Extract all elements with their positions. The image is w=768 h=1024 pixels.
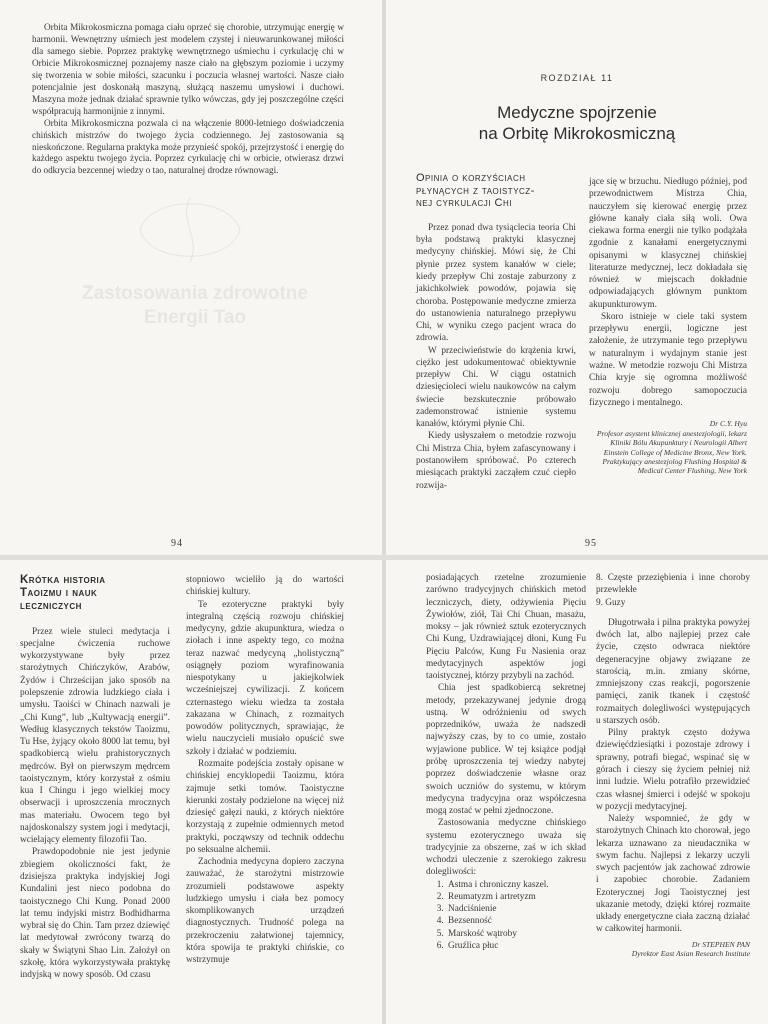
paragraph: stopniowo wcieliło ją do wartości chińskiej kultury. xyxy=(186,575,344,598)
orbit-symbol-icon xyxy=(120,190,260,270)
chapter-title xyxy=(386,102,768,145)
paragraph: Chia jest spadkobiercą sekretnej metody, przekazywanej jedynie drogą ustną. W odróżnieniu od swych poprzedników, uważa że nadszedł najwyższy czas, by to co umie, zostało wyjawione publice. W tej książce podjął próbę uproszczenia tej wiedzy nabytej poprzez doświadczenie własne oraz swoich uczniów do systemu, w którym medycyna tradycyjna oraz współczesna mogą zostać w pełni zjednoczone. xyxy=(426,683,586,817)
list-item: 3. Nadciśnienie xyxy=(446,903,586,915)
page-96-column-1 xyxy=(20,574,170,981)
paragraph: Pilny praktyk często dożywa dziewięćdziesiątki i pozostaje zdrowy i sprawny, potrafi biegać, wspinać się w górach i cieszy się życiem pełniej niż inni ludzie. Wielu potrafiło przewidzieć czas własnej śmierci i odejść w spokoju w pozycji medytacyjnej. xyxy=(596,728,750,812)
bleed-through-title xyxy=(50,282,340,330)
paragraph: Orbita Mikrokosmiczna pomaga ciału oprzeć się chorobie, utrzymując energię w harmonii. Wewnętrzny uśmiech jest modelem czystej i nieuwarunkowanej miłości dla samego siebie. Poprzez praktykę wewnętrznego uśmiechu i cyrkulację chi w Orbicie Mikrokosmicznej poznajemy nasze ciało na głębszym poziomie i uczymy się tworzenia w sobie miłości, szacunku i poczucia własnej wartości. Nasze ciało potencjalnie jest doskonałą maszyną, służącą naszemu umysłowi i duchowi. Maszyna może jednak działać sprawnie tylko wówczas, gdy jej poszczególne części współpracują harmonijnie z innymi. xyxy=(32,22,344,116)
page-94-text xyxy=(32,22,344,177)
paragraph: Zachodnia medycyna dopiero zaczyna zauważać, że starożytni mistrzowie zrozumieli podstawowe aspekty ludzkiego umysłu i ciała bez pomocy skomplikowanych urządzeń diagnostycznych. Trudność polega na przekroczeniu załatwionej tajemnicy, która spowija te praktyki chińskie, co wstrzymuje xyxy=(186,857,344,966)
list-item: 4. Bezsenność xyxy=(446,915,586,927)
list-item: 1. Astma i chroniczny kaszel. xyxy=(446,879,586,891)
list-item: 2. Reumatyzm i artretyzm xyxy=(446,891,586,903)
paragraph: posiadających rzetelne zrozumienie zarówno tradycyjnych chińskich metod leczniczych, diety, odżywienia Pięciu Żywiołów, ziół, Tai Chi Chuan, masażu, moksy – jak również sztuk ezoterycznych Chi Kung, Uzdrawiającej dłoni, Kung Fu Pięciu Palców, Kung Fu Nasienia oraz medytacyjnych aspektów jogi taoistycznej, którzy przybyli na zachód. xyxy=(426,573,586,682)
paragraph: jące się w brzuchu. Niedługo później, pod przewodnictwem Mistrza Chia, nauczyłem się kierować energię przez główne kanały ciała siłą woli. Owa ciekawa forma energii nie tylko podążała zgodnie z kanałami energetycznymi opisanymi w klasycznej chińskiej literaturze medycznej, lecz dokładała się również w miejscach dokładnie odpowiadających głównym punktom akupunkturowym. xyxy=(589,177,747,310)
page-97-column-2 xyxy=(596,572,750,959)
bleed-through-line: Energii Tao xyxy=(143,306,247,328)
paragraph: W przeciwieństwie do krążenia krwi, ciężko jest udokumentować obiektywnie przepływ Chi. W ciągu ostatnich dziesięcioleci wielu naukowców na całym świecie bezskutecznie próbowało zademonstrować istnienie systemu kanałów, którymi płynie Chi. xyxy=(416,345,576,430)
list-item: 5. Marskość wątroby xyxy=(446,928,586,940)
signature xyxy=(589,419,747,476)
page-number: 94 xyxy=(171,538,183,549)
title-line: Medyczne spojrzenie xyxy=(497,103,657,122)
section-heading xyxy=(20,574,170,614)
page-97 xyxy=(386,560,768,1024)
signature-name: Dr STEPHEN PAN xyxy=(691,939,750,949)
paragraph: Rozmaite podejścia zostały opisane w chińskiej encyklopedii Taoizmu, która zajmuje setki tomów. Taoistyczne kierunki zostały podzielone na więcej niż dziesięć gałęzi nauki, z których niektóre korzystają z zupełnie odmiennych metod praktyki, począwszy od technik oddechu po seksualne alchemii. xyxy=(186,758,344,855)
page-95 xyxy=(386,0,768,555)
paragraph: Skoro istnieje w ciele taki system przepływu energii, logiczne jest założenie, że utrzymanie tego przepływu w naturalnym i wydajnym stanie jest ważne. W metodzie rozwoju Chi Mistrza Chia kryje się ogromna możliwość rozwoju dobrego samopoczucia fizycznego i mentalnego. xyxy=(589,311,747,408)
bleed-through-line: Zastosowania zdrowotne xyxy=(82,283,308,304)
list-item: 9. Guzy xyxy=(596,597,626,608)
paragraph: Przez ponad dwa tysiąclecia teoria Chi była podstawą praktyki klasycznej medycyny chińskiej. Mówi się, że Chi płynie przez system kanałów w ciele; kiedy przepływ Chi zostaje zaburzony z jakichkolwiek powodów, pojawia się choroba. Postępowanie medyczne zmierza do ustanowienia naturalnego przepływu Chi, w wyniku czego pacjent wraca do zdrowia. xyxy=(416,222,576,344)
subheading-line: płynących z taoistycz- xyxy=(416,184,535,197)
paragraph: Kiedy usłyszałem o metodzie rozwoju Chi Mistrza Chia, byłem zafascynowany i postanowiłem spróbować. Po czterech miesiącach praktyki zacząłem czuć ciepło rozwija- xyxy=(416,431,576,491)
page-96 xyxy=(0,560,382,1024)
page-94 xyxy=(0,0,382,555)
signature-title: Dyrektor East Asian Research Institute xyxy=(631,949,750,959)
subheading-line: nej cyrkulacji Chi xyxy=(416,197,512,210)
title-line: na Orbitę Mikrokosmiczną xyxy=(478,124,676,144)
paragraph: Prawdopodobnie nie jest jedynie zbiegiem okoliczności fakt, że dzisiejsza praktyka indyjskiej Jogi Kundalini jest nieco podobna do taoistycznego Chi Kung. Ponad 2000 lat temu indyjski mistrz Bodhidharma wybrał się do Chin. Tam przez dziewięć lat medytował zwrócony twarzą do skały w Świątyni Shao Lin. Założył on szkołę, która wykorzystywała praktykę indyjską w nowy sposób. Od czasu xyxy=(20,847,170,981)
list-item: 8. Częste przeziębienia i inne choroby przewlekłe xyxy=(596,573,750,596)
signature-title: Profesor asystent klinicznej anestezjologii, lekarz Kliniki Bólu Akupunktury i Neurologii Albert Einstein College of Medicine Bronx, New York. Praktykujący anestezjolog Flushing Hospital & Medical Center Flushing, New York xyxy=(596,428,747,476)
heading-line: Krótka historia xyxy=(20,574,106,586)
paragraph: Zastosowania medyczne chińskiego systemu ezoterycznego uważa się tradycyjnie za obszerne, zaś w ich skład wchodzi uleczenie z szerokiego zakresu dolegliwości: xyxy=(426,818,586,878)
page-96-column-2 xyxy=(186,574,344,967)
subheading-line: Opinia o korzyściach xyxy=(416,172,526,184)
paragraph: Przez wiele stuleci medytacja i specjalne ćwiczenia ruchowe wykorzystywane były przez starożytnych Chińczyków, Arabów, Żydów i Chrześcijan jako sposób na polepszenie zdrowia ludzkiego ciała i umysłu. Taoiści w Chinach nazwali je „Chi Kung”, lub „Kultywacją energii”. Według klasycznych tekstów Taoizmu, Tu Hse, żyjący około 8000 lat temu, był spadkobiercą wielu prahistorycznych mędrców. Był on pierwszym mędrcem taoistycznym, który korzystał z ośmiu kua I Chingu i jego wielkiej mocy obserwacji i uproszczenia mrocznych mas materiału. Owocem tego był najdoskonalszy system jogi i medytacji, wcielający elementy filozofii Tao. xyxy=(20,626,170,846)
list-item: 6. Gruźlica płuc xyxy=(446,940,586,952)
paragraph: Długotrwała i pilna praktyka powyżej dwóch lat, albo najlepiej przez całe życie, często odwraca niektóre degeneracyjne objawy związane ze starością, m.in. zmiany skórne, zmniejszony czas reakcji, pogorszenie pamięci, zanik tkanek i częstość rozmaitych dolegliwości występujących u starszych osób. xyxy=(596,617,750,726)
paragraph: Te ezoteryczne praktyki były integralną częścią rozwoju chińskiej medycyny, gdzie akupunktura, wiedza o ziołach i inne aspekty tego, co można teraz nazwać medycyną „holistyczną” osiągnęły poziom wyrafinowania niespotykany u jakiejkolwiek wcześniejszej cywilizacji. Z końcem czternastego wieku wiedza ta została zakazana w Chinach, z rozmaitych powodów politycznych, sprawiając, że wielu nauczycieli musiało opuścić swe szkoły i działać w podziemiu. xyxy=(186,599,344,757)
section-subheading xyxy=(416,172,576,210)
illness-list xyxy=(426,879,586,953)
page-95-column-1 xyxy=(416,172,576,492)
paragraph: Orbita Mikrokosmiczna pozwala ci na włączenie 8000-letniego doświadczenia chińskich mistrzów do twojego życia codziennego. Jej zastosowania są nieskończone. Regularna praktyka może przynieść spokój, przejrzystość i energię do każdego aspektu twojego życia. Poprzez cyrkulację chi w orbicie, otwierasz drzwi do odkrycia bezcennej wiedzy o tao, naturalnej drodze równowagi. xyxy=(32,117,344,176)
page-97-column-1 xyxy=(426,572,586,952)
signature-name: Dr C.Y. Hyu xyxy=(709,419,747,429)
heading-line: leczniczych xyxy=(20,600,82,613)
page-95-column-2 xyxy=(589,176,747,476)
heading-line: Taoizmu i nauk xyxy=(20,587,98,600)
chapter-label: ROZDZIAŁ 11 xyxy=(540,73,614,83)
paragraph: Należy wspomnieć, że gdy w starożytnych Chinach kto chorował, jego lekarza uznawano za nieudacznika w swym fachu. Najlepsi z lekarzy uczyli swych pacjentów jak zachować zdrowie i zapobiec chorobie. Zadaniem Ezoterycznej Jogi Taoistycznej jest ukazanie metody, dzięki której rozmaite układy energetyczne ciała zaczną działać w całkowitej harmonii. xyxy=(596,814,750,935)
signature xyxy=(596,940,750,959)
page-number: 95 xyxy=(585,538,597,549)
